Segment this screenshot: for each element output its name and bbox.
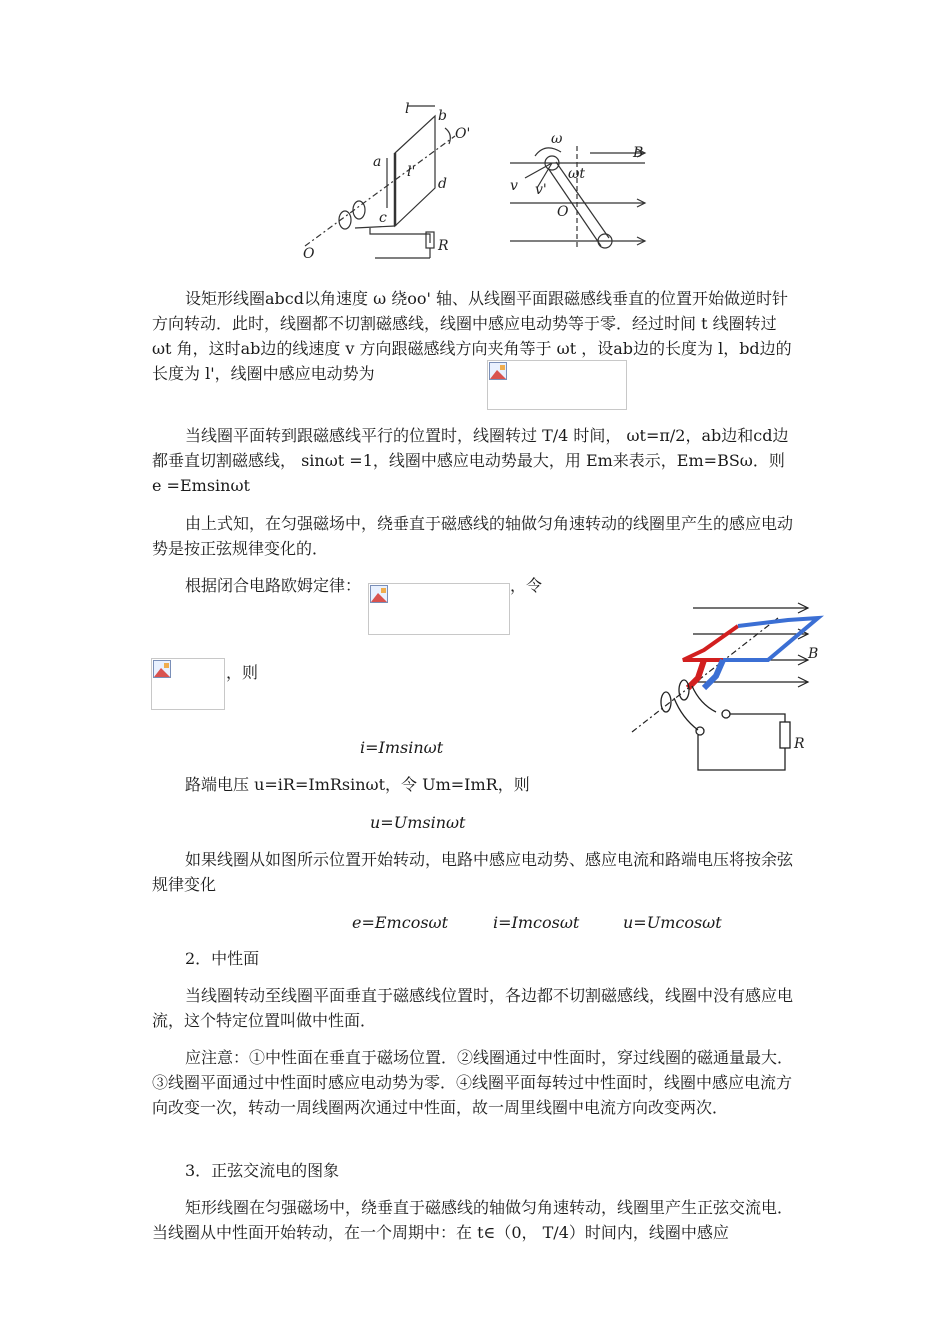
para-coil-rotation: 设矩形线圈abcd以角速度 ω 绕oo' 轴、从线圈平面跟磁感线垂直的位置开始做逆时针方向转动．此时，线圈都不切割磁感线，线圈中感应电动势等于零．经过时间 t 线圈转过 ωt 角，这时ab边的线速度 v 方向跟磁感线方向夹角等于 ωt ，设ab边的长度为 l，bd边的长度为 l'，线圈中感应电动势为 xyxy=(152,289,792,383)
label-resistor: R xyxy=(794,736,805,752)
para-terminal-voltage: 路端电压 u=iR=ImRsinωt，令 Um=ImR，则 xyxy=(185,775,530,794)
label-b: B xyxy=(633,145,644,161)
label-l: l xyxy=(405,101,410,117)
label-a: a xyxy=(373,154,382,170)
formula-i-cos: i=Imcosωt xyxy=(493,913,580,932)
formula-image-emf xyxy=(487,360,627,410)
label-c: c xyxy=(379,210,387,226)
label-d: d xyxy=(438,176,447,192)
label-o: O xyxy=(557,204,569,220)
para-ohm-tail: ，令 xyxy=(510,576,543,595)
coil-figure xyxy=(295,98,471,262)
label-o: O xyxy=(303,246,315,262)
formula-e-cos: e=Emcosωt xyxy=(352,913,449,932)
para-max-emf: 当线圈平面转到跟磁感线平行的位置时，线圈转过 T/4 时间， ωt=π/2，ab边和cd边都垂直切割磁感线， sinωt =1，线圈中感应电动势最大，用 Em来表示，Em=BSω．则 e =Emsinωt xyxy=(152,426,789,495)
para-sine-graph: 矩形线圈在匀强磁场中，绕垂直于磁感线的轴做匀角速转动，线圈里产生正弦交流电．当线圈从中性面开始转动，在一个周期中：在 t∈（0， T/4）时间内，线圈中感应 xyxy=(152,1198,794,1242)
formula-u-sin: u=Umsinωt xyxy=(370,813,466,832)
formula-i-sin: i=Imsinωt xyxy=(360,738,444,757)
label-v: v xyxy=(510,178,518,194)
para-ohm-law: 根据闭合电路欧姆定律： xyxy=(185,576,362,595)
para-cosine-law: 如果线圈从如图所示位置开始转动，电路中感应电动势、感应电流和路端电压将按余弦规律变化 xyxy=(152,850,794,894)
label-lprime: l' xyxy=(407,164,416,180)
label-b: b xyxy=(438,108,447,124)
label-v1: v' xyxy=(535,182,547,198)
para-current-tail: ，则 xyxy=(226,663,259,682)
formula-image-ohm xyxy=(368,583,510,635)
formula-u-cos: u=Umcosωt xyxy=(623,913,722,932)
para-notes: 应注意：①中性面在垂直于磁场位置．②线圈通过中性面时，穿过线圈的磁通量最大．③线圈平面通过中性面时感应电动势为零．④线圈平面每转过中性面时，线圈中感应电流方向改变一次，转动一周线圈两次通过中性面，故一周里线圈中电流方向改变两次． xyxy=(152,1048,794,1117)
formula-image-current xyxy=(151,658,225,710)
coil-3d-figure xyxy=(628,598,819,773)
label-b: B xyxy=(808,646,819,662)
label-wt: ωt xyxy=(568,166,586,182)
cross-section-figure xyxy=(505,128,655,253)
para-sine-law: 由上式知，在匀强磁场中，绕垂直于磁感线的轴做匀角速转动的线圈里产生的感应电动势是按正弦规律变化的． xyxy=(152,514,794,558)
label-oprime: O' xyxy=(455,126,471,142)
heading-neutral-plane: 2．中性面 xyxy=(185,949,260,968)
label-r: R xyxy=(438,238,449,254)
label-omega: ω xyxy=(551,131,563,147)
para-neutral-plane: 当线圈转动至线圈平面垂直于磁感线位置时，各边都不切割磁感线，线圈中没有感应电流，这个特定位置叫做中性面． xyxy=(152,986,794,1030)
heading-sine-graph: 3．正弦交流电的图象 xyxy=(185,1161,340,1180)
